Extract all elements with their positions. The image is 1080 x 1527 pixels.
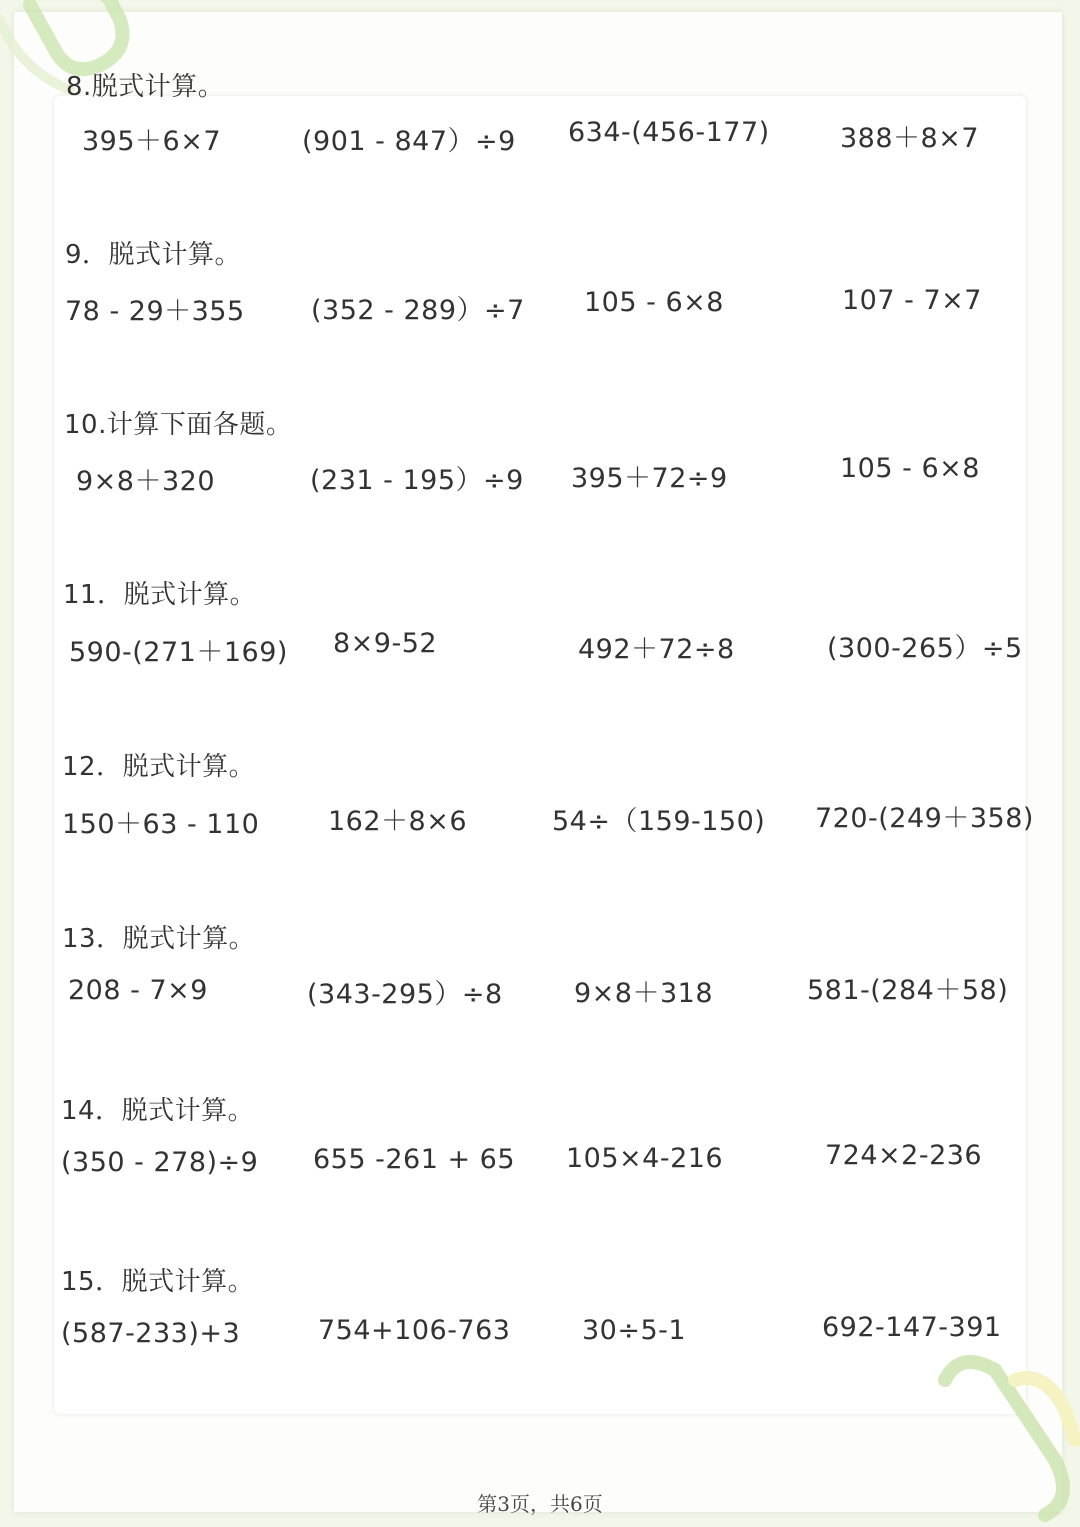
expression: 692-147-391 — [822, 1312, 1002, 1343]
expression: 150＋63 - 110 — [62, 809, 260, 840]
expression: (343-295）÷8 — [307, 979, 503, 1010]
expression: 492＋72÷8 — [578, 634, 735, 665]
expression: 78 - 29＋355 — [65, 296, 245, 327]
expression: (352 - 289）÷7 — [311, 295, 525, 326]
expression: 395＋6×7 — [82, 126, 222, 157]
expression: 634-(456-177) — [568, 117, 770, 148]
problem-title: 9．脱式计算。 — [65, 240, 242, 270]
problem-title: 14．脱式计算。 — [61, 1096, 255, 1126]
problem-title: 15．脱式计算。 — [61, 1267, 255, 1297]
expression: 30÷5-1 — [582, 1315, 687, 1346]
expression: 9×8＋318 — [574, 978, 714, 1009]
problem-title: 8.脱式计算。 — [66, 72, 225, 102]
expression: 395＋72÷9 — [571, 463, 728, 494]
problem-block — [0, 1260, 1080, 1430]
expression: 590-(271＋169) — [69, 637, 288, 668]
expression: 9×8＋320 — [76, 466, 216, 497]
expression: 107 - 7×7 — [842, 285, 982, 316]
expression: (231 - 195）÷9 — [310, 465, 524, 496]
expression: 105 - 6×8 — [584, 287, 724, 318]
expression: (587-233)+3 — [61, 1318, 241, 1349]
expression: 162＋8×6 — [328, 806, 468, 837]
expression: (901 - 847）÷9 — [302, 126, 516, 157]
problem-title: 10.计算下面各题。 — [64, 410, 293, 440]
expression: 720-(249＋358) — [815, 803, 1034, 834]
expression: 754+106-763 — [318, 1315, 511, 1346]
expression: 724×2-236 — [825, 1140, 983, 1171]
expression: 388＋8×7 — [840, 123, 980, 154]
expression: 581-(284＋58) — [807, 975, 1009, 1006]
problem-block — [0, 402, 1080, 572]
problem-block — [0, 744, 1080, 914]
problem-block — [0, 573, 1080, 743]
expression: 655 -261 + 65 — [313, 1144, 516, 1175]
problem-block — [0, 232, 1080, 402]
problem-block — [0, 916, 1080, 1086]
problem-block — [0, 1089, 1080, 1259]
expression: 105×4-216 — [566, 1143, 724, 1174]
expression: 105 - 6×8 — [840, 453, 980, 484]
expression: (350 - 278)÷9 — [61, 1147, 259, 1178]
problem-title: 13．脱式计算。 — [62, 924, 256, 954]
expression: 54÷（159-150) — [552, 806, 766, 837]
page-footer: 第3页，共6页 — [477, 1492, 603, 1516]
expression: 208 - 7×9 — [68, 975, 208, 1006]
expression: (300-265）÷5 — [827, 633, 1023, 664]
problem-block — [0, 62, 1080, 232]
problem-title: 12．脱式计算。 — [62, 752, 256, 782]
problem-title: 11．脱式计算。 — [63, 580, 257, 610]
expression: 8×9-52 — [333, 628, 438, 659]
